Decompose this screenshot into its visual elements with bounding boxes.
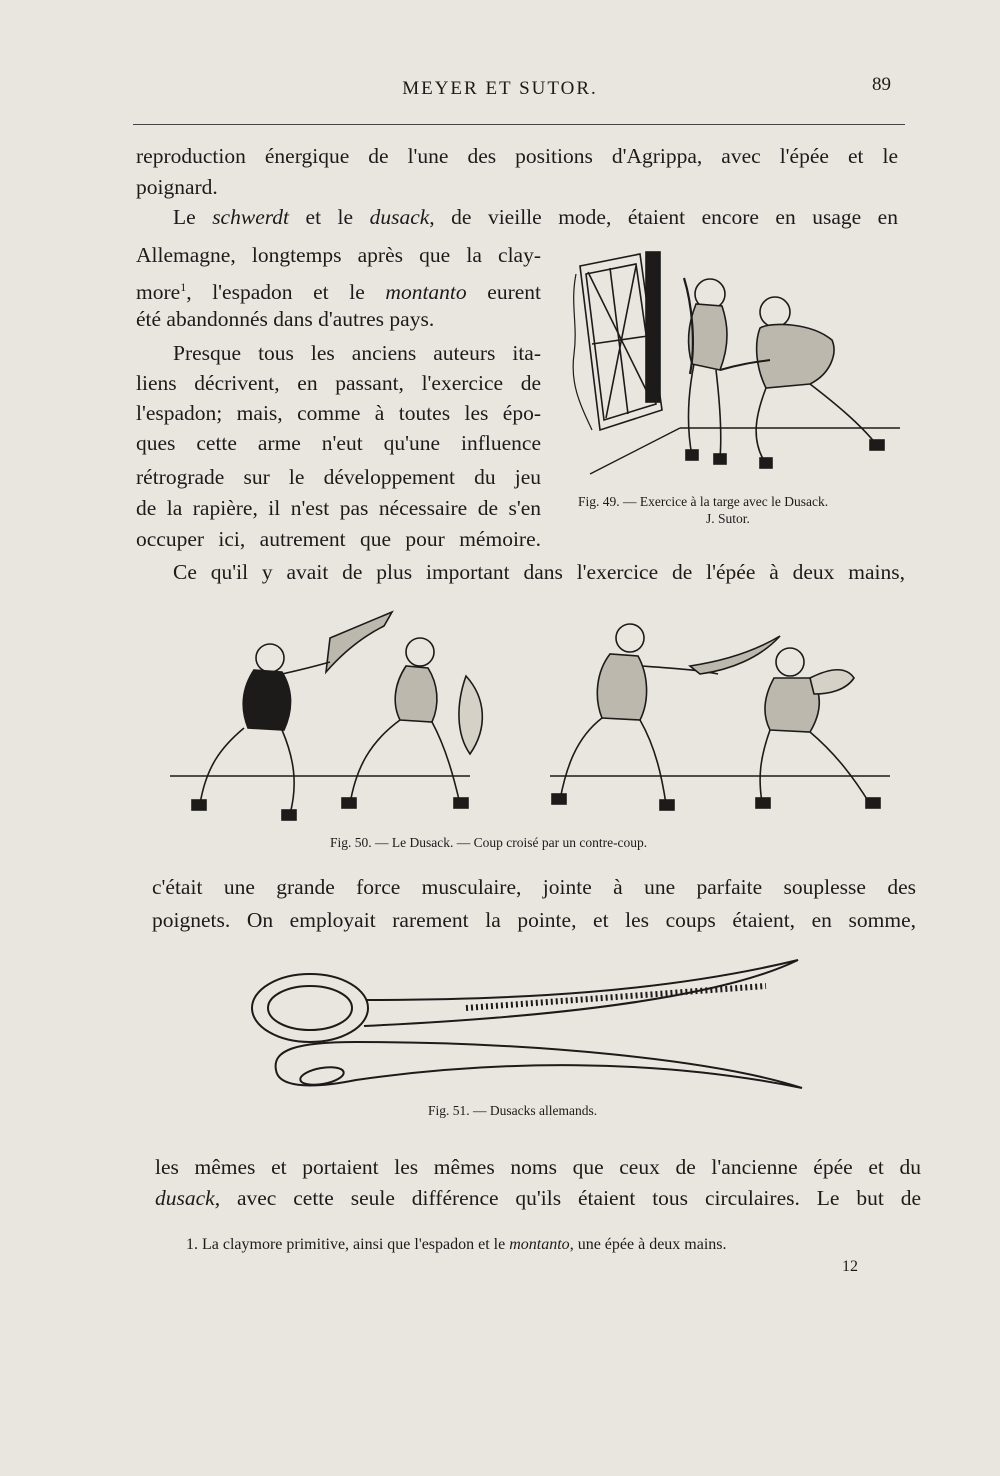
footnote-ref: 1 bbox=[180, 280, 187, 294]
header-rule bbox=[133, 124, 905, 125]
body-line: de la rapière, il n'est pas nécessaire de s'en bbox=[136, 496, 541, 520]
fencer-pair-left bbox=[192, 612, 482, 820]
italic-term: montanto bbox=[385, 280, 467, 305]
italic-term: montanto bbox=[509, 1236, 570, 1253]
page-number: 89 bbox=[872, 74, 891, 95]
figure-49-caption: Fig. 49. — Exercice à la targe avec le Dusack. bbox=[578, 494, 829, 509]
body-line: l'espadon; mais, comme à toutes les épo- bbox=[136, 401, 541, 425]
body-line: more$^1$, l'espadon et le montanto eurent bbox=[136, 280, 542, 305]
fencer-pair-right bbox=[552, 624, 880, 810]
figure-49-illustration bbox=[570, 244, 905, 489]
body-line: reproduction énergique de l'une des positions d'Agrippa, avec l'épée et le bbox=[136, 144, 898, 168]
figure-50-caption: Fig. 50. — Le Dusack. — Coup croisé par un contre-coup. bbox=[330, 835, 648, 850]
running-title: MEYER ET SUTOR. bbox=[402, 78, 598, 99]
body-line: poignets. On employait rarement la pointe, et les coups étaient, en somme, bbox=[152, 908, 916, 932]
body-line: les mêmes et portaient les mêmes noms que ceux de l'ancienne épée et du bbox=[155, 1155, 921, 1179]
body-line: occuper ici, autrement que pour mémoire. bbox=[136, 527, 541, 551]
body-line: Ce qu'il y avait de plus important dans l'exercice de l'épée à deux mains, bbox=[173, 560, 905, 584]
body-line: dusack, avec cette seule différence qu'ils étaient tous circulaires. Le but de bbox=[155, 1186, 921, 1210]
italic-term: dusack, bbox=[155, 1186, 221, 1210]
body-line: rétrograde sur le développement du jeu bbox=[136, 465, 541, 489]
footnote: 1. La claymore primitive, ainsi que l'espadon et le montanto, une épée à deux mains. bbox=[186, 1236, 727, 1253]
italic-term: schwerdt bbox=[212, 205, 290, 229]
body-line: liens décrivent, en passant, l'exercice de bbox=[136, 371, 541, 395]
body-line: Allemagne, longtemps après que la clay- bbox=[136, 243, 541, 267]
figure-49-caption-author: J. Sutor. bbox=[706, 511, 750, 526]
italic-term: dusack bbox=[369, 205, 430, 229]
fencer-right bbox=[720, 297, 884, 468]
body-line: ques cette arme n'eut qu'une influence bbox=[136, 431, 541, 455]
figure-51-caption: Fig. 51. — Dusacks allemands. bbox=[428, 1103, 598, 1118]
figure-50-illustration bbox=[170, 608, 890, 838]
body-line: été abandonnés dans d'autres pays. bbox=[136, 307, 435, 331]
target-frame bbox=[573, 252, 662, 430]
dusack-upper bbox=[252, 960, 798, 1042]
dusack-lower bbox=[276, 1042, 802, 1088]
body-line: poignard. bbox=[136, 175, 218, 199]
body-line: Presque tous les anciens auteurs ita- bbox=[173, 341, 541, 365]
signature-mark: 12 bbox=[842, 1258, 858, 1275]
body-line: Le schwerdt et le dusack, de vieille mode, étaient encore en usage en bbox=[173, 205, 898, 229]
body-line: c'était une grande force musculaire, jointe à une parfaite souplesse des bbox=[152, 875, 916, 899]
fencer-left bbox=[684, 278, 727, 464]
figure-51-illustration bbox=[236, 950, 816, 1115]
